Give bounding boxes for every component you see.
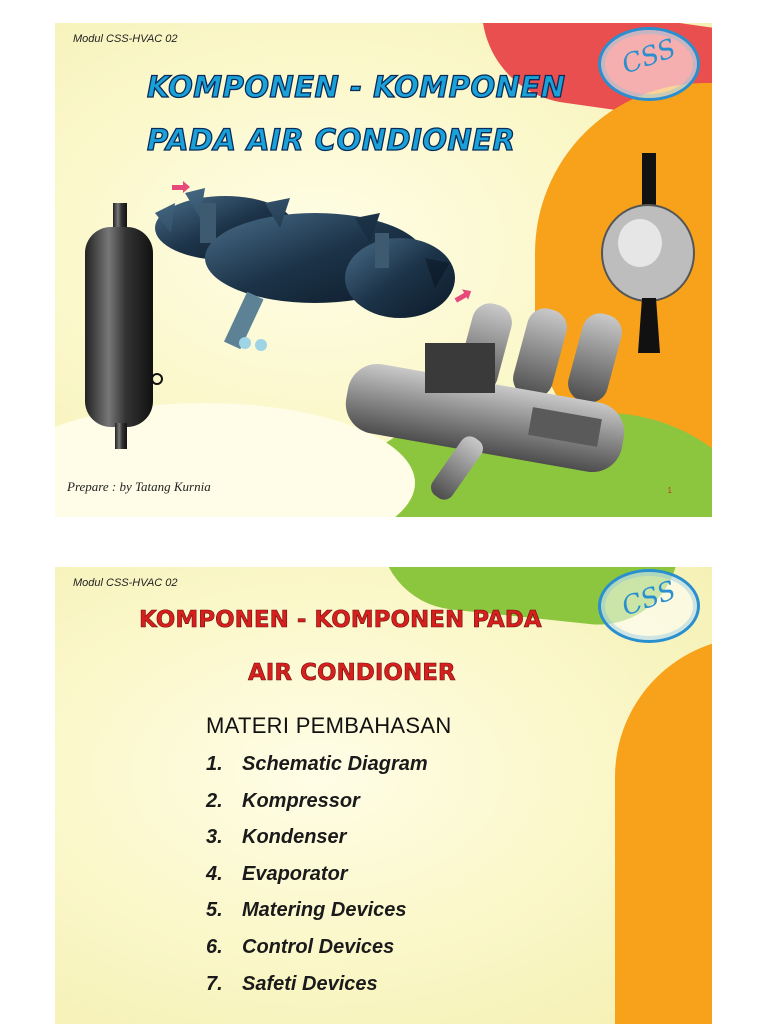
list-item: 5. Matering Devices	[206, 899, 407, 922]
slide-title-line2: AIR CONDIONER	[248, 660, 456, 686]
css-logo: CSS	[598, 569, 700, 643]
list-item: 2. Kompressor	[206, 789, 360, 812]
list-item: 7. Safeti Devices	[206, 972, 378, 995]
module-label: Modul CSS-HVAC 02	[73, 33, 178, 45]
materi-heading: MATERI PEMBAHASAN	[206, 713, 452, 738]
slide-title-line1: KOMPONEN - KOMPONEN	[147, 70, 566, 104]
list-item: 1. Schematic Diagram	[206, 753, 428, 775]
module-label: Modul CSS-HVAC 02	[73, 577, 178, 589]
page-number: 1	[667, 486, 672, 495]
css-logo: CSS	[598, 27, 700, 101]
slide-2	[55, 567, 712, 1024]
pink-arrow-decoration	[172, 185, 184, 190]
list-item: 6. Control Devices	[206, 935, 395, 958]
orange-band-decoration	[615, 637, 712, 1024]
materi-list	[206, 753, 428, 1009]
slide-1	[55, 23, 712, 517]
slide-title-line2: PADA AIR CONDIONER	[147, 123, 516, 157]
list-item: 4. Evaporator	[206, 862, 348, 885]
reversing-valve-image	[335, 293, 635, 503]
slide-title-line1: KOMPONEN - KOMPONEN PADA	[139, 607, 542, 633]
list-item: 3. Kondenser	[206, 826, 347, 849]
prepared-by-footer: Prepare : by Tatang Kurnia	[67, 479, 211, 494]
